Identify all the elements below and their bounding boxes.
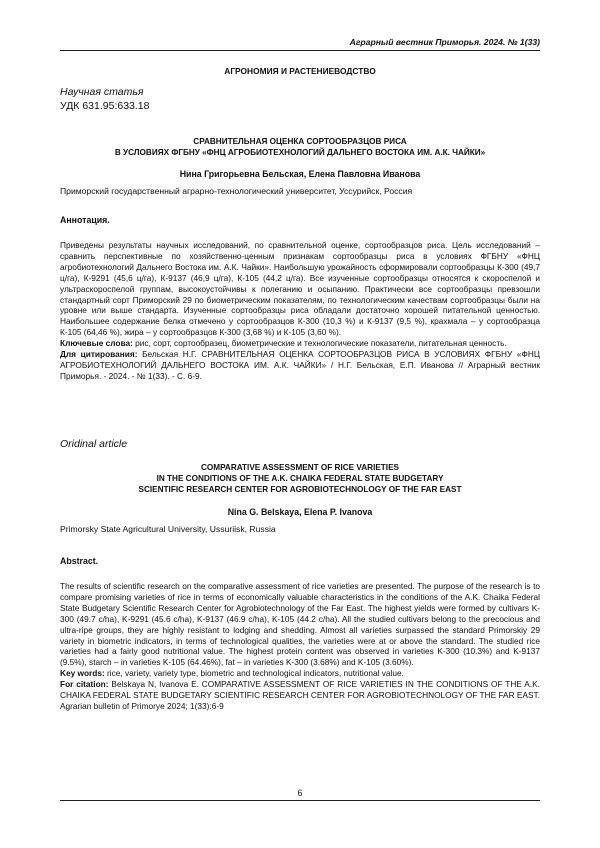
keywords-ru xyxy=(60,338,540,349)
title-ru-line1: СРАВНИТЕЛЬНАЯ ОЦЕНКА СОРТООБРАЗЦОВ РИСА xyxy=(193,137,407,146)
citation-label-ru: Для цитирования: xyxy=(60,349,138,360)
affiliation-ru: Приморский государственный аграрно-технологический университет, Уссурийск, Россия xyxy=(60,186,413,196)
page-number: 6 xyxy=(60,788,540,801)
title-ru xyxy=(60,136,540,158)
citation-label-en: For citation: xyxy=(60,679,109,690)
authors-ru: Нина Григорьевна Бельская, Елена Павловна Иванова xyxy=(179,169,421,179)
abstract-en: The results of scientific research on the comparative assessment of rice varieties are presented. The purpose of the research is to compare promising varieties of rice in terms of economically valuable characteristics in the conditions of the A.K. Chaika Federal State Budgetary Scientific Research Center for Agrobiotechnology of the Far East. The highest yields were formed by cultivars K-300 (49.7 c/ha), K-9291 (45.6 c/ha), K-9137 (46.9 c/ha), K-105 (44.2 c/ha). All the studied cultivars belong to the precocious and ultra-ripe groups, they are highly resistant to lodging and shedding. Almost all varieties surpassed the standard Primorskiy 29 variety in biometric indicators, in terms of technological qualities, the varieties were at or above the standard. The studied rice varieties had a fairly good nutritional value. The highest protein content was observed in varieties K-300 (10.3%) and K-9137 (9.5%), starch – in varieties K-105 (64.46%), fat – in varieties K-300 (3.68%) and K-105 (3.60%). xyxy=(60,581,540,668)
running-header xyxy=(60,36,540,51)
keywords-text-ru: рис, сорт, сортообразец, биометрические и технологические показатели, питательная ценность. xyxy=(135,338,507,349)
abstract-ru-block xyxy=(60,240,540,382)
keywords-label-en: Key words: xyxy=(60,668,105,679)
title-ru-line2: В УСЛОВИЯХ ФГБНУ «ФНЦ АГРОБИОТЕХНОЛОГИЙ ДАЛЬНЕГО ВОСТОКА ИМ. А.К. ЧАЙКИ» xyxy=(114,148,486,157)
authors-en: Nina G. Belskaya, Elena P. Ivanova xyxy=(227,507,373,517)
citation-text-ru: Бельская Н.Г. СРАВНИТЕЛЬНАЯ ОЦЕНКА СОРТООБРАЗЦОВ РИСА В УСЛОВИЯХ ФГБНУ «ФНЦ АГРОБИОТЕХНОЛОГИЙ ДАЛЬНЕГО ВОСТОКА ИМ. А.К. ЧАЙКИ» / Н.Г. Бельская, Е.П. Иванова // Аграрный вестник Приморья. - 2024. - № 1(33). - С. 6-9. xyxy=(60,349,540,381)
citation-en xyxy=(60,679,540,712)
title-en xyxy=(60,462,540,495)
journal-issue: Аграрный вестник Приморья. 2024. № 1(33) xyxy=(349,37,540,47)
abstract-en-block xyxy=(60,581,540,712)
title-en-line2: IN THE CONDITIONS OF THE A.K. CHAIKA FEDERAL STATE BUDGETARY xyxy=(156,474,444,483)
article-type-ru: Научная статья xyxy=(60,86,144,98)
title-en-line1: COMPARATIVE ASSESSMENT OF RICE VARIETIES xyxy=(200,463,400,472)
abstract-ru: Приведены результаты научных исследований, по сравнительной оценке, сортообразцов риса. Цель исследований – сравнить перспективные по хозяйственно-ценным признакам сортообразцы риса в условиях ФГБНУ «ФНЦ агробиотехнологий Дальнего Востока им. А.К. Чайки». Наибольшую урожайность сформировали сортообразцы К-300 (49,7 ц/га), К-9291 (45,6 ц/га), К-9137 (46,9 ц/га), К-105 (44,2 ц/га). Все изученные сортообразцы относятся к скороспелой и ультраскороспелой группам, высокоустойчивы к полеганию и осыпанию. Практически все сортообразцы превзошли стандартный сорт Приморский 29 по биометрическим показателям, по технологическим качествам сортообразцы были на уровне или выше стандарта. Изученные сортообразцы риса обладали достаточно хорошей питательной ценностью. Наибольшее содержание белка отмечено у сортообразцов К-300 (10,3 %) и К-9137 (9,5 %), крахмала – у сортообразца К-105 (64,46 %), жира – у сортообразцов К-300 (3,68 %) и К-105 (3,60 %). xyxy=(60,240,540,338)
abstract-label-ru: Аннотация. xyxy=(60,215,110,225)
title-en-line3: SCIENTIFIC RESEARCH CENTER FOR AGROBIOTECHNOLOGY OF THE FAR EAST xyxy=(138,485,462,494)
citation-text-en: Belskaya N, Ivanova E. COMPARATIVE ASSESSMENT OF RICE VARIETIES IN THE CONDITIONS OF THE A.K. CHAIKA FEDERAL STATE BUDGETARY SCIENTIFIC RESEARCH CENTER FOR AGROBIOTECHNOLOGY OF THE FAR EAST. Agrarian bulletin of Primorye 2024; 1(33):6-9 xyxy=(60,679,540,711)
citation-ru xyxy=(60,349,540,382)
udc-code: УДК 631.95:633.18 xyxy=(60,100,150,112)
keywords-en xyxy=(60,668,540,679)
keywords-label-ru: Ключевые слова: xyxy=(60,338,133,349)
section-heading: АГРОНОМИЯ И РАСТЕНИЕВОДСТВО xyxy=(224,66,376,76)
keywords-text-en: rice, variety, variety type, biometric and technological indicators, nutritional value. xyxy=(107,668,404,679)
article-type-en: Oridinal article xyxy=(60,438,128,450)
affiliation-en: Primorsky State Agricultural University, Ussuriisk, Russia xyxy=(60,524,276,534)
abstract-label-en: Abstract. xyxy=(60,556,99,566)
